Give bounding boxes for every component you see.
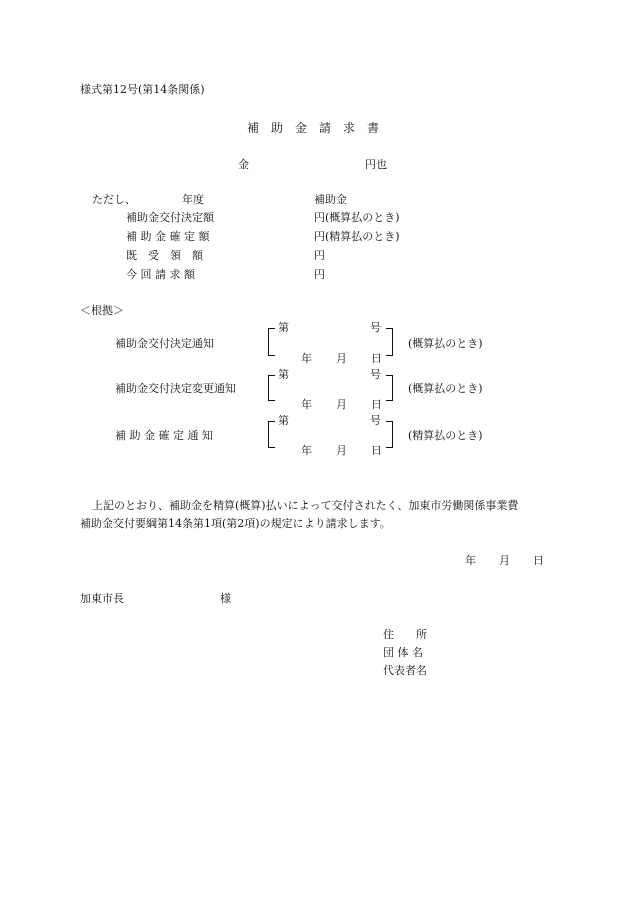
date-month: 月 — [499, 554, 510, 567]
addressee-honorific: 様 — [220, 592, 231, 605]
notice-label: 補 助 金 確 定 通 知 — [115, 429, 213, 442]
page-title: 補 助 金 請 求 書 — [247, 121, 380, 135]
notice-note: (精算払のとき) — [408, 429, 483, 442]
form-label: 様式第12号(第14条関係) — [80, 83, 205, 96]
breakdown-row-label: 補助金交付決定額 — [126, 211, 214, 224]
notice-year: 年 — [301, 444, 312, 457]
notice-month: 月 — [336, 352, 347, 365]
notice-year: 年 — [301, 398, 312, 411]
left-bracket — [268, 421, 275, 448]
body-text-line: 補助金交付要綱第14条第1項(第2項)の規定により請求します。 — [80, 517, 391, 530]
notice-dai: 第 — [278, 321, 289, 334]
notice-month: 月 — [336, 444, 347, 457]
notice-dai: 第 — [278, 414, 289, 427]
breakdown-row-label: 補 助 金 確 定 額 — [126, 230, 210, 243]
right-bracket — [386, 421, 393, 448]
addressee-name: 加東市長 — [80, 592, 124, 605]
date-year: 年 — [465, 554, 476, 567]
notice-month: 月 — [336, 398, 347, 411]
left-bracket — [268, 375, 275, 401]
tadashi-label: ただし、 — [92, 193, 136, 206]
left-bracket — [268, 328, 275, 356]
notice-year: 年 — [301, 352, 312, 365]
notice-go: 号 — [370, 368, 381, 381]
breakdown-row-value: 円(概算払のとき) — [314, 211, 400, 224]
notice-day: 日 — [371, 444, 382, 457]
notice-go: 号 — [370, 414, 381, 427]
nendo-label: 年度 — [182, 193, 204, 206]
notice-go: 号 — [370, 321, 381, 334]
notice-dai: 第 — [278, 368, 289, 381]
breakdown-row-value: 円 — [314, 249, 325, 262]
notice-label: 補助金交付決定変更通知 — [115, 382, 236, 395]
breakdown-row-value: 円(精算払のとき) — [314, 230, 400, 243]
applicant-rep-label: 代表者名 — [383, 664, 427, 677]
notice-note: (概算払のとき) — [408, 382, 483, 395]
notice-day: 日 — [371, 352, 382, 365]
right-bracket — [386, 375, 393, 401]
applicant-address-label: 住 所 — [383, 628, 427, 641]
amount-prefix: 金 — [238, 158, 249, 171]
breakdown-row-value: 円 — [314, 268, 325, 281]
notice-day: 日 — [371, 398, 382, 411]
breakdown-row-label: 今 回 請 求 額 — [126, 268, 195, 281]
date-day: 日 — [533, 554, 544, 567]
right-bracket — [386, 328, 393, 356]
applicant-org-label: 団 体 名 — [383, 646, 423, 659]
breakdown-row-label: 既 受 領 額 — [126, 249, 203, 262]
body-text-line: 上記のとおり、補助金を精算(概算)払いによって交付されたく、加東市労働関係事業費 — [92, 499, 519, 512]
notice-label: 補助金交付決定通知 — [115, 337, 214, 350]
amount-suffix: 円也 — [365, 158, 387, 171]
basis-heading: ＜根拠＞ — [80, 304, 124, 317]
hojokin-label: 補助金 — [314, 193, 347, 206]
notice-note: (概算払のとき) — [408, 337, 483, 350]
